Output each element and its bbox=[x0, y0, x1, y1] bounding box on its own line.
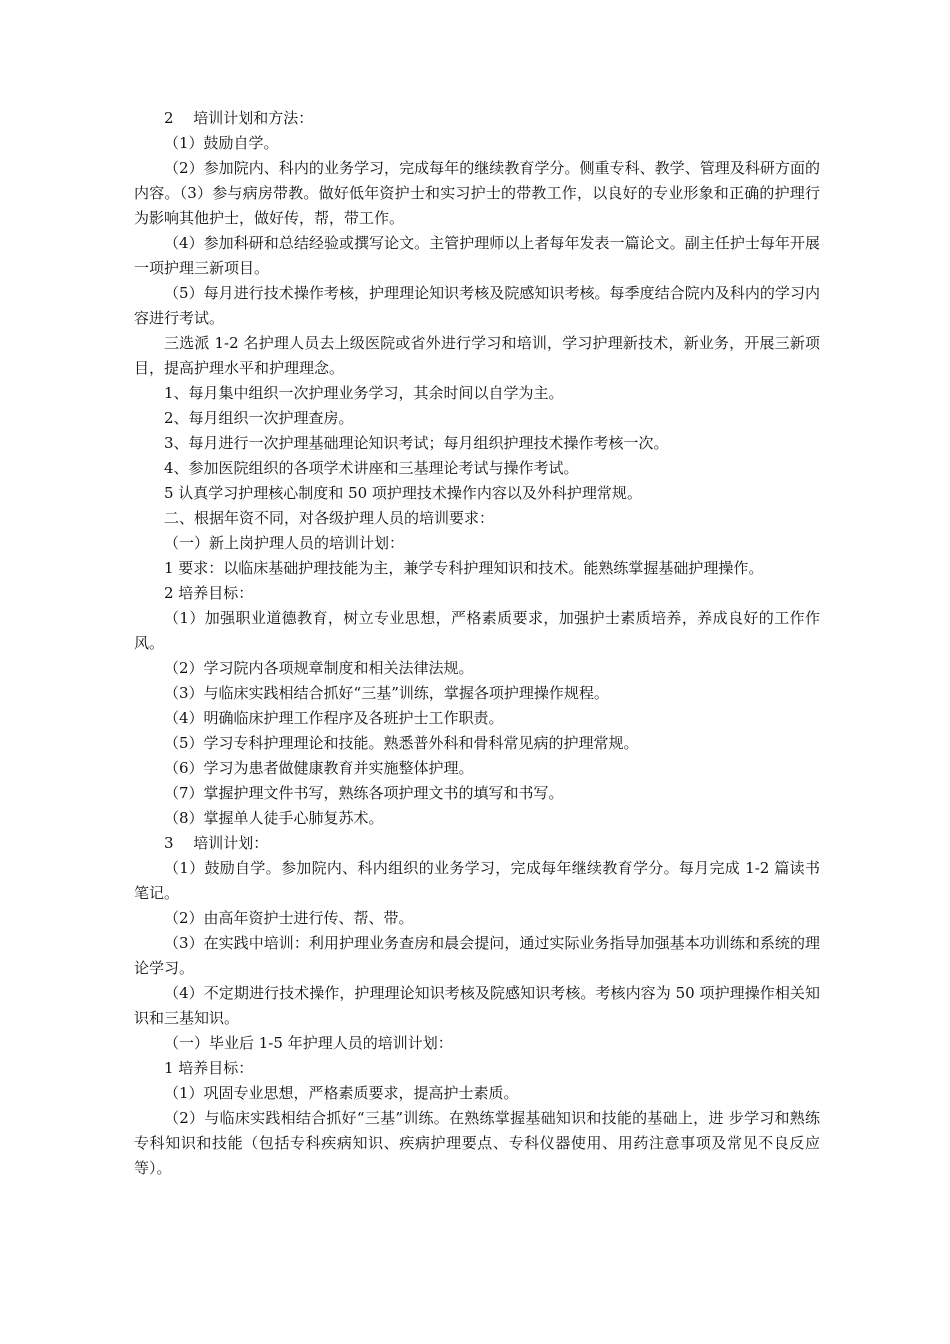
paragraph: 3、每月进行一次护理基础理论知识考试；每月组织护理技术操作考核一次。 bbox=[164, 434, 669, 452]
paragraph: 2 培训计划和方法： bbox=[164, 109, 314, 127]
paragraph: （一）毕业后 1-5 年护理人员的培训计划： bbox=[164, 1034, 453, 1052]
paragraph: （5）学习专科护理理论和技能。熟悉普外科和骨科常见病的护理常规。 bbox=[164, 734, 639, 752]
paragraph: （4）参加科研和总结经验或撰写论文。主管护理师以上者每年发表一篇论文。副主任护士每年开展一项护理三新项目。 bbox=[134, 234, 820, 277]
paragraph: （8）掌握单人徒手心肺复苏术。 bbox=[164, 809, 384, 827]
paragraph: （2）由高年资护士进行传、帮、带。 bbox=[164, 909, 414, 927]
paragraph: （5）每月进行技术操作考核，护理理论知识考核及院感知识考核。每季度结合院内及科内的学习内容进行考试。 bbox=[134, 284, 820, 327]
paragraph: （1）鼓励自学。 bbox=[164, 134, 279, 152]
paragraph: （2）参加院内、科内的业务学习，完成每年的继续教育学分。侧重专科、教学、管理及科研方面的内容。（3）参与病房带教。做好低年资护士和实习护士的带教工作，以良好的专业形象和正确的护理行为影响其他护士，做好传，帮，带工作。 bbox=[134, 159, 820, 227]
paragraph: 2、每月组织一次护理查房。 bbox=[164, 409, 354, 427]
paragraph: 2 培养目标： bbox=[164, 584, 254, 602]
paragraph: 5 认真学习护理核心制度和 50 项护理技术操作内容以及外科护理常规。 bbox=[164, 484, 642, 502]
paragraph: 三选派 1-2 名护理人员去上级医院或省外进行学习和培训，学习护理新技术，新业务，开展三新项目，提高护理水平和护理理念。 bbox=[134, 334, 820, 377]
paragraph: （3）与临床实践相结合抓好“三基”训练，掌握各项护理操作规程。 bbox=[164, 684, 609, 702]
paragraph: （1）鼓励自学。参加院内、科内组织的业务学习，完成每年继续教育学分。每月完成 1-2 篇读书笔记。 bbox=[134, 859, 820, 902]
paragraph: 3 培训计划： bbox=[164, 834, 269, 852]
paragraph: （3）在实践中培训：利用护理业务查房和晨会提问，通过实际业务指导加强基本功训练和系统的理论学习。 bbox=[134, 934, 820, 977]
document-page bbox=[134, 106, 820, 1181]
paragraph: 4、参加医院组织的各项学术讲座和三基理论考试与操作考试。 bbox=[164, 459, 579, 477]
paragraph: （6）学习为患者做健康教育并实施整体护理。 bbox=[164, 759, 474, 777]
paragraph: （7）掌握护理文件书写，熟练各项护理文书的填写和书写。 bbox=[164, 784, 564, 802]
paragraph: （一）新上岗护理人员的培训计划： bbox=[164, 534, 405, 552]
paragraph: （4）不定期进行技术操作，护理理论知识考核及院感知识考核。考核内容为 50 项护理操作相关知识和三基知识。 bbox=[134, 984, 820, 1027]
paragraph: （2）与临床实践相结合抓好“三基”训练。在熟练掌握基础知识和技能的基础上，进 步学习和熟练专科知识和技能（包括专科疾病知识、疾病护理要点、专科仪器使用、用药注意事项及常见不良反应等）。 bbox=[134, 1109, 820, 1177]
paragraph: （2）学习院内各项规章制度和相关法律法规。 bbox=[164, 659, 474, 677]
paragraph: （4）明确临床护理工作程序及各班护士工作职责。 bbox=[164, 709, 504, 727]
paragraph: （1）加强职业道德教育，树立专业思想，严格素质要求，加强护士素质培养，养成良好的工作作风。 bbox=[134, 609, 820, 652]
paragraph: （1）巩固专业思想，严格素质要求，提高护士素质。 bbox=[164, 1084, 519, 1102]
paragraph: 1 要求：以临床基础护理技能为主，兼学专科护理知识和技术。能熟练掌握基础护理操作。 bbox=[164, 559, 764, 577]
paragraph: 二、根据年资不同，对各级护理人员的培训要求： bbox=[164, 509, 495, 527]
paragraph: 1 培养目标： bbox=[164, 1059, 254, 1077]
paragraph: 1、每月集中组织一次护理业务学习，其余时间以自学为主。 bbox=[164, 384, 564, 402]
